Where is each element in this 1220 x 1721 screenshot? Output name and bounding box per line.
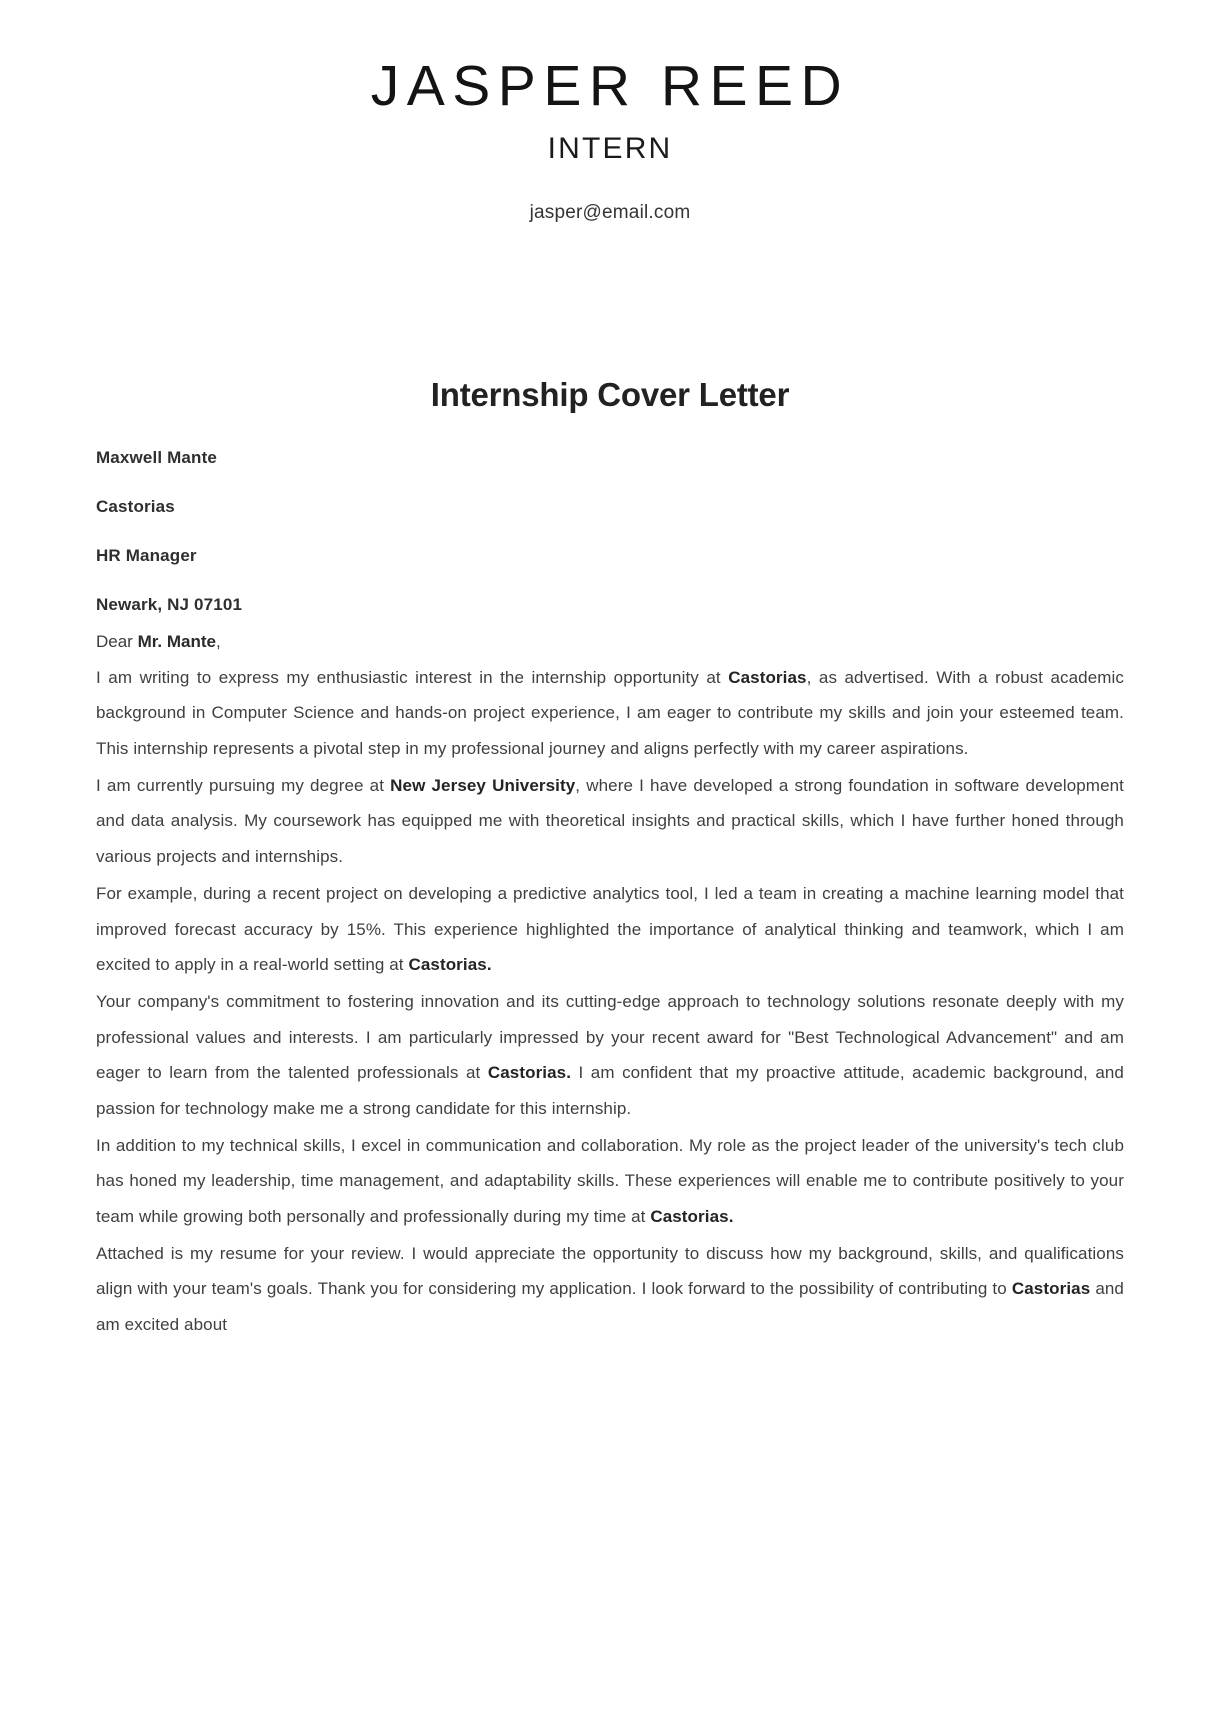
paragraph-3-text-a: For example, during a recent project on developing a predictive analytics tool, I led a team in creating a machine learning model that improved forecast accuracy by 15%. This experience highlighted the importance of analytical thinking and teamwork, which I am excited to apply in a real-world setting at (96, 883, 1124, 975)
body-paragraph-4 (96, 984, 1124, 1127)
paragraph-5-text-a: In addition to my technical skills, I excel in communication and collaboration. My role as the project leader of the university's tech club has honed my leadership, time management, and adaptability skills. These experiences will enable me to contribute positively to your team while growing both personally and professionally during my time at (96, 1135, 1124, 1226)
body-paragraph-6 (96, 1236, 1124, 1343)
body-paragraph-1 (96, 660, 1124, 767)
paragraph-4-bold-a: Castorias. (487, 1063, 572, 1083)
paragraph-6-bold-a: Castorias (1011, 1279, 1091, 1299)
salutation (96, 625, 1124, 658)
paragraph-4-text-a: Your company's commitment to fostering innovation and its cutting-edge approach to technology solutions resonate deeply with my professional values and interests. I am particularly impressed by your recent award for "Best Technological Advancement" and am eager to learn from the talented professionals at (96, 991, 1124, 1083)
salutation-prefix: Dear (96, 631, 138, 651)
paragraph-6-text-b: and am excited about (96, 1279, 1124, 1335)
recipient-company: Castorias (96, 496, 175, 516)
page-title: Internship Cover Letter (430, 375, 790, 413)
paragraph-5-bold-a: Castorias. (650, 1207, 734, 1226)
paragraph-1-text-a: I am writing to express my enthusiastic interest in the internship opportunity at (96, 667, 729, 687)
paragraph-4-text-b: I am confident that my proactive attitude, academic background, and passion for technology make me a strong candidate for this internship. (96, 1063, 1124, 1118)
paragraph-2-text-a: I am currently pursuing my degree at (96, 775, 391, 795)
paragraph-2-bold-a: New Jersey University (390, 775, 576, 795)
recipient-address: Newark, NJ 07101 (96, 595, 243, 615)
recipient-block (96, 447, 1124, 616)
recipient-title: HR Manager (96, 546, 197, 566)
recipient-name: Maxwell Mante (96, 447, 217, 467)
paragraph-6-text-a: Attached is my resume for your review. I would appreciate the opportunity to discuss how my background, skills, and qualifications align with your team's goals. Thank you for considering my application. I look forward to the possibility of contributing to (96, 1243, 1124, 1299)
applicant-role: INTERN (547, 131, 673, 165)
paragraph-2-text-b: , where I have developed a strong foundation in software development and data analysis. My coursework has equipped me with theoretical insights and practical skills, which I have further honed through various projects and internships. (96, 775, 1125, 867)
salutation-name: Mr. Mante (137, 631, 216, 651)
applicant-name: JASPER REED (370, 54, 850, 118)
paragraph-3-bold-a: Castorias. (408, 955, 492, 975)
body-paragraph-2 (96, 768, 1124, 875)
paragraph-1-bold-a: Castorias (728, 667, 807, 687)
applicant-email: jasper@email.com (529, 201, 691, 223)
salutation-suffix: , (215, 631, 221, 651)
letterhead (0, 0, 1220, 224)
letter-body (0, 447, 1220, 1343)
body-paragraph-5 (96, 1128, 1124, 1235)
body-paragraph-3 (96, 876, 1124, 983)
paragraph-1-text-b: , as advertised. With a robust academic background in Computer Science and hands-on project experience, I am eager to contribute my skills and join your esteemed team. This internship represents a pivotal step in my professional journey and aligns perfectly with my career aspirations. (96, 667, 1124, 759)
